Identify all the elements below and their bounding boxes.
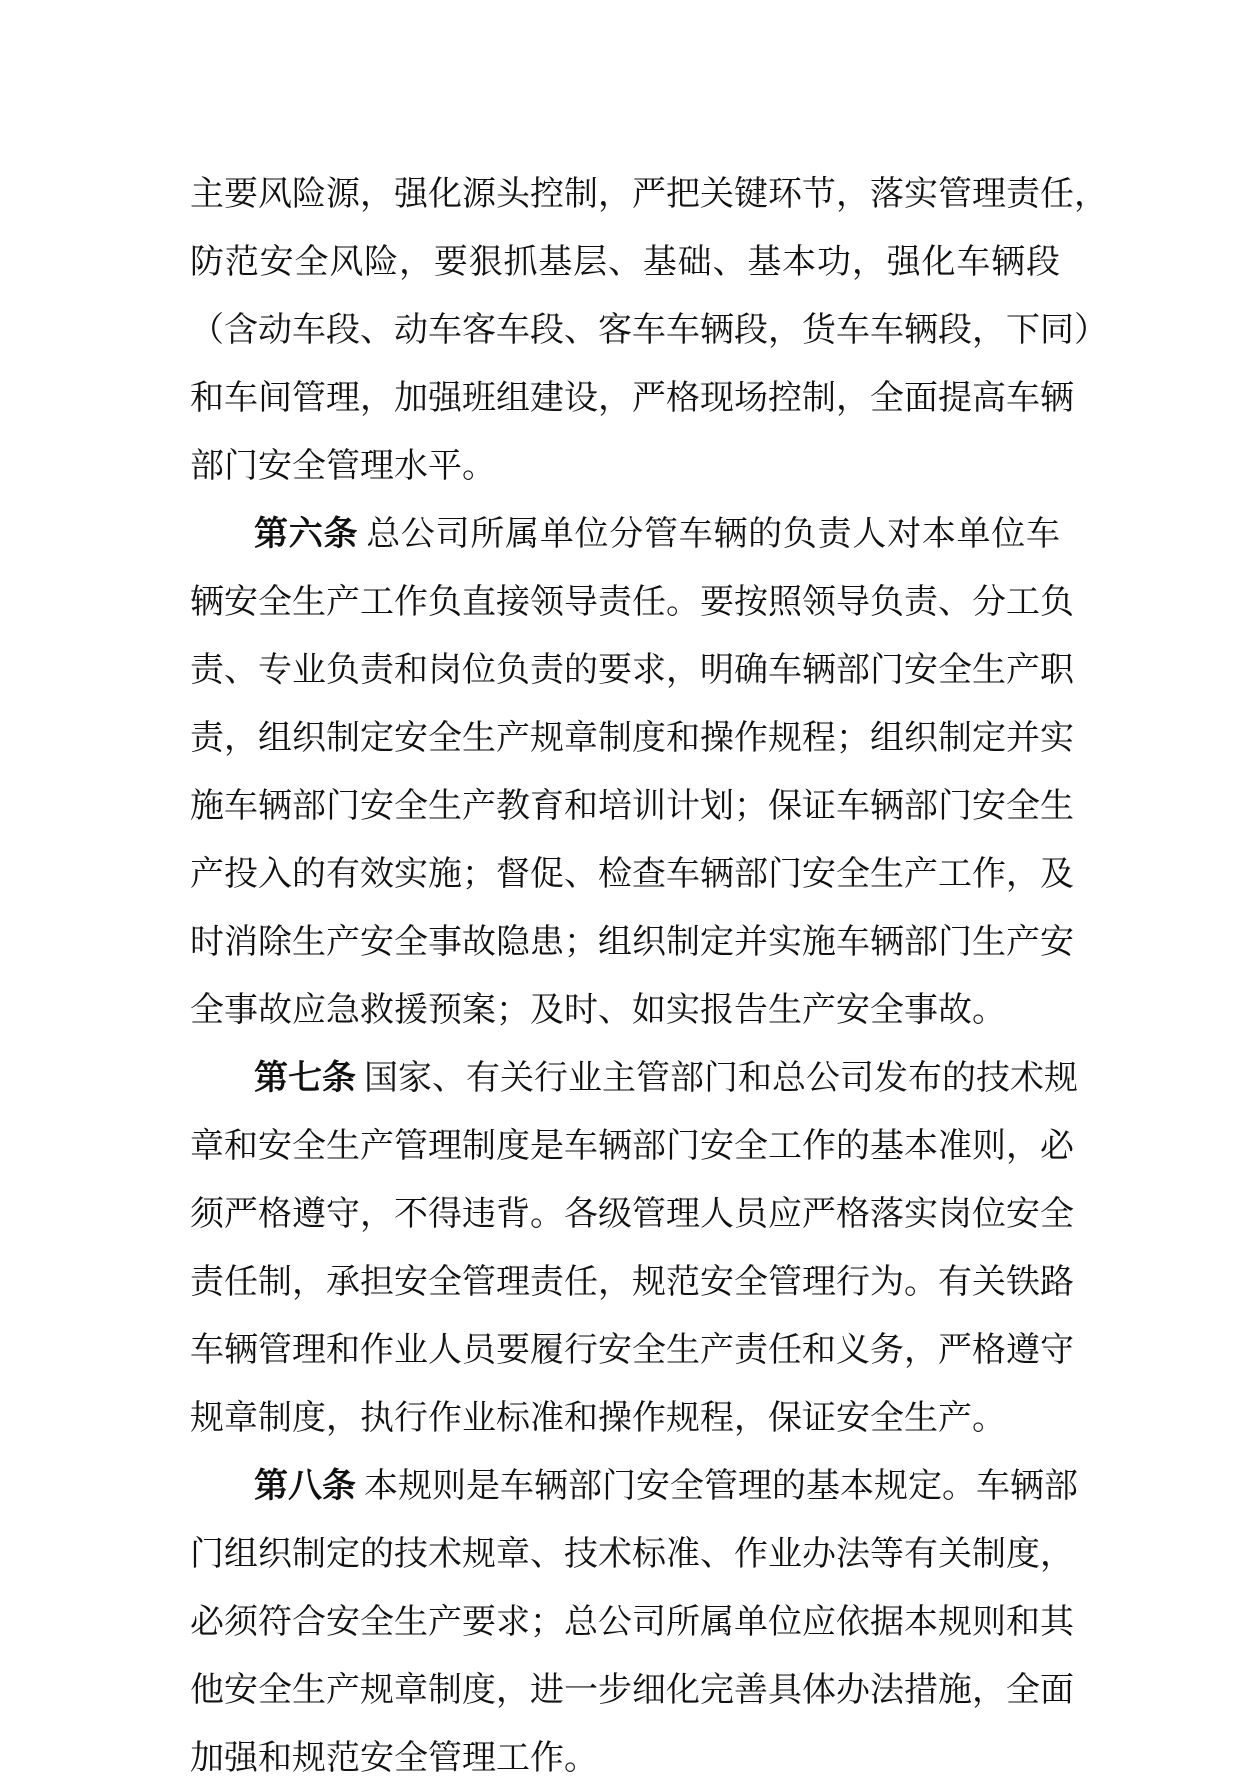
text-line: 辆安全生产工作负直接领导责任。要按照领导负责、分工负 bbox=[190, 582, 1074, 622]
text-line: 车辆管理和作业人员要履行安全生产责任和义务，严格遵守 bbox=[190, 1330, 1074, 1370]
text-line: 产投入的有效实施；督促、检查车辆部门安全生产工作，及 bbox=[190, 854, 1074, 894]
text-line-body: 国家、有关行业主管部门和总公司发布的技术规 bbox=[364, 1058, 1078, 1098]
text-line: 章和安全生产管理制度是车辆部门安全工作的基本准则，必 bbox=[190, 1126, 1074, 1166]
text-line: 防范安全风险，要狠抓基层、基础、基本功，强化车辆段 bbox=[190, 242, 1060, 282]
text-line bbox=[190, 1044, 1078, 1112]
article-8-heading: 第八条 bbox=[254, 1466, 356, 1506]
text-line: 全事故应急救援预案；及时、如实报告生产安全事故。 bbox=[190, 990, 1006, 1030]
text-line: 须严格遵守，不得违背。各级管理人员应严格落实岗位安全 bbox=[190, 1194, 1074, 1234]
text-line: 施车辆部门安全生产教育和培训计划；保证车辆部门安全生 bbox=[190, 786, 1074, 826]
article-7-heading: 第七条 bbox=[254, 1058, 356, 1098]
text-line: （含动车段、动车客车段、客车车辆段，货车车辆段，下同） bbox=[190, 310, 1108, 350]
article-6-paragraph bbox=[190, 500, 1074, 1044]
text-line-body: 本规则是车辆部门安全管理的基本规定。车辆部 bbox=[364, 1466, 1078, 1506]
text-line: 责、专业负责和岗位负责的要求，明确车辆部门安全生产职 bbox=[190, 650, 1074, 690]
text-line: 责任制，承担安全管理责任，规范安全管理行为。有关铁路 bbox=[190, 1262, 1074, 1302]
text-line-body: 总公司所属单位分管车辆的负责人对本单位车 bbox=[366, 514, 1061, 554]
article-7-paragraph bbox=[190, 1044, 1078, 1452]
text-line: 时消除生产安全事故隐患；组织制定并实施车辆部门生产安 bbox=[190, 922, 1074, 962]
article-8-paragraph bbox=[190, 1452, 1078, 1792]
article-6-heading: 第六条 bbox=[254, 514, 359, 554]
paragraph-continuation bbox=[190, 160, 1108, 500]
text-line: 责，组织制定安全生产规章制度和操作规程；组织制定并实 bbox=[190, 718, 1074, 758]
text-line bbox=[190, 500, 1060, 568]
text-line: 部门安全管理水平。 bbox=[190, 446, 496, 486]
document-body bbox=[190, 160, 1108, 1792]
text-line: 规章制度，执行作业标准和操作规程，保证安全生产。 bbox=[190, 1398, 1006, 1438]
text-line: 必须符合安全生产要求；总公司所属单位应依据本规则和其 bbox=[190, 1602, 1074, 1642]
text-line bbox=[190, 1452, 1078, 1520]
text-line: 主要风险源，强化源头控制，严把关键环节，落实管理责任， bbox=[190, 174, 1108, 214]
text-line: 加强和规范安全管理工作。 bbox=[190, 1738, 598, 1778]
text-line: 门组织制定的技术规章、技术标准、作业办法等有关制度， bbox=[190, 1534, 1074, 1574]
text-line: 他安全生产规章制度，进一步细化完善具体办法措施，全面 bbox=[190, 1670, 1074, 1710]
text-line: 和车间管理，加强班组建设，严格现场控制，全面提高车辆 bbox=[190, 378, 1074, 418]
